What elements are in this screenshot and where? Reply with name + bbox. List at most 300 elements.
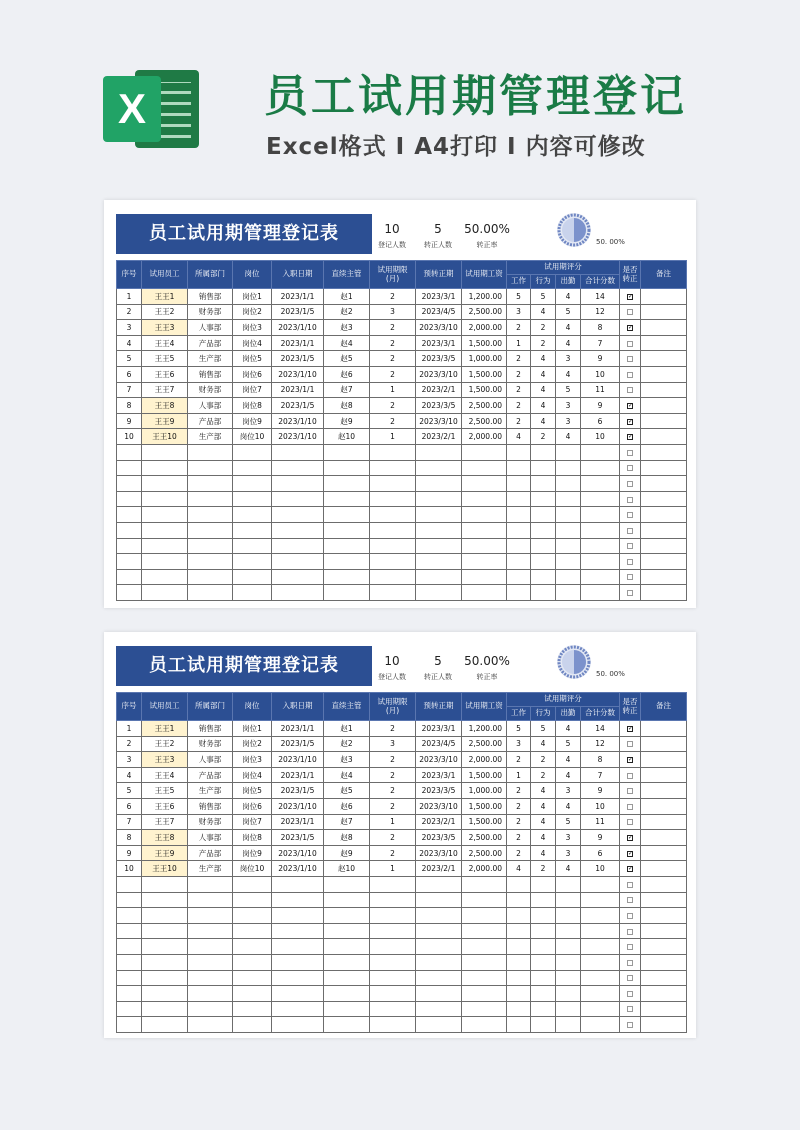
cell-total[interactable] [581, 876, 620, 892]
cell-dept[interactable] [188, 954, 233, 970]
cell-post[interactable]: 岗位5 [233, 783, 272, 799]
converted-checkbox[interactable] [627, 944, 633, 950]
cell-note[interactable] [641, 721, 687, 737]
cell-attendance[interactable]: 4 [556, 429, 581, 445]
converted-checkbox[interactable] [627, 929, 633, 935]
cell-note[interactable] [641, 845, 687, 861]
cell-converted[interactable] [620, 892, 641, 908]
cell-dept[interactable]: 生产部 [188, 783, 233, 799]
cell-note[interactable] [641, 908, 687, 924]
cell-total[interactable] [581, 554, 620, 570]
cell-salary[interactable]: 1,000.00 [462, 783, 507, 799]
cell-post[interactable]: 岗位10 [233, 861, 272, 877]
converted-checkbox[interactable]: ✓ [628, 849, 634, 857]
converted-checkbox[interactable] [627, 975, 633, 981]
cell-attendance[interactable]: 5 [556, 382, 581, 398]
cell-name[interactable]: 王王9 [142, 845, 188, 861]
cell-no[interactable]: 9 [117, 413, 142, 429]
cell-hire-date[interactable]: 2023/1/1 [272, 382, 324, 398]
cell-conversion-date[interactable] [416, 444, 462, 460]
cell-work[interactable] [507, 1001, 531, 1017]
cell-attendance[interactable] [556, 954, 581, 970]
cell-dept[interactable] [188, 444, 233, 460]
cell-note[interactable] [641, 366, 687, 382]
cell-note[interactable] [641, 861, 687, 877]
converted-checkbox[interactable]: ✓ [628, 323, 634, 331]
converted-checkbox[interactable] [627, 341, 633, 347]
cell-converted[interactable] [620, 491, 641, 507]
cell-post[interactable]: 岗位7 [233, 382, 272, 398]
cell-work[interactable] [507, 522, 531, 538]
converted-checkbox[interactable] [627, 804, 633, 810]
cell-period[interactable]: 2 [370, 721, 416, 737]
cell-dept[interactable] [188, 476, 233, 492]
cell-behavior[interactable]: 4 [531, 351, 556, 367]
cell-converted[interactable] [620, 954, 641, 970]
cell-hire-date[interactable] [272, 876, 324, 892]
converted-checkbox[interactable]: ✓ [628, 755, 634, 763]
cell-name[interactable] [142, 569, 188, 585]
cell-period[interactable] [370, 585, 416, 601]
cell-salary[interactable] [462, 939, 507, 955]
cell-note[interactable] [641, 876, 687, 892]
cell-conversion-date[interactable]: 2023/3/10 [416, 413, 462, 429]
cell-attendance[interactable] [556, 1017, 581, 1033]
cell-no[interactable] [117, 460, 142, 476]
cell-period[interactable]: 2 [370, 366, 416, 382]
cell-dept[interactable]: 人事部 [188, 752, 233, 768]
cell-converted[interactable] [620, 413, 641, 429]
cell-work[interactable] [507, 569, 531, 585]
cell-converted[interactable] [620, 939, 641, 955]
cell-dept[interactable]: 销售部 [188, 366, 233, 382]
cell-manager[interactable] [324, 476, 370, 492]
cell-attendance[interactable] [556, 460, 581, 476]
cell-period[interactable] [370, 1017, 416, 1033]
cell-converted[interactable] [620, 908, 641, 924]
cell-converted[interactable] [620, 585, 641, 601]
cell-manager[interactable] [324, 1017, 370, 1033]
cell-conversion-date[interactable] [416, 908, 462, 924]
cell-period[interactable] [370, 554, 416, 570]
cell-conversion-date[interactable]: 2023/3/10 [416, 798, 462, 814]
cell-period[interactable] [370, 970, 416, 986]
cell-hire-date[interactable] [272, 460, 324, 476]
cell-dept[interactable]: 产品部 [188, 335, 233, 351]
converted-checkbox[interactable] [627, 387, 633, 393]
cell-manager[interactable]: 赵3 [324, 320, 370, 336]
cell-note[interactable] [641, 830, 687, 846]
converted-checkbox[interactable] [627, 497, 633, 503]
cell-behavior[interactable] [531, 908, 556, 924]
cell-name[interactable]: 王王7 [142, 382, 188, 398]
cell-post[interactable]: 岗位6 [233, 798, 272, 814]
cell-conversion-date[interactable] [416, 876, 462, 892]
cell-total[interactable] [581, 970, 620, 986]
cell-behavior[interactable]: 4 [531, 736, 556, 752]
cell-manager[interactable]: 赵1 [324, 721, 370, 737]
cell-conversion-date[interactable] [416, 554, 462, 570]
cell-no[interactable] [117, 554, 142, 570]
cell-work[interactable]: 2 [507, 351, 531, 367]
cell-note[interactable] [641, 491, 687, 507]
cell-work[interactable] [507, 892, 531, 908]
cell-period[interactable]: 2 [370, 830, 416, 846]
cell-name[interactable] [142, 1017, 188, 1033]
cell-post[interactable] [233, 476, 272, 492]
cell-dept[interactable] [188, 939, 233, 955]
cell-behavior[interactable]: 2 [531, 429, 556, 445]
cell-note[interactable] [641, 304, 687, 320]
cell-manager[interactable]: 赵2 [324, 736, 370, 752]
cell-name[interactable] [142, 939, 188, 955]
cell-period[interactable] [370, 908, 416, 924]
cell-name[interactable] [142, 460, 188, 476]
cell-period[interactable]: 1 [370, 814, 416, 830]
cell-period[interactable]: 2 [370, 783, 416, 799]
cell-salary[interactable] [462, 876, 507, 892]
cell-hire-date[interactable] [272, 923, 324, 939]
cell-total[interactable] [581, 476, 620, 492]
cell-conversion-date[interactable]: 2023/2/1 [416, 861, 462, 877]
cell-work[interactable]: 4 [507, 429, 531, 445]
cell-converted[interactable] [620, 382, 641, 398]
cell-salary[interactable] [462, 491, 507, 507]
cell-salary[interactable] [462, 1017, 507, 1033]
cell-post[interactable] [233, 507, 272, 523]
cell-converted[interactable] [620, 366, 641, 382]
cell-conversion-date[interactable] [416, 892, 462, 908]
cell-conversion-date[interactable]: 2023/4/5 [416, 736, 462, 752]
cell-total[interactable]: 11 [581, 814, 620, 830]
cell-hire-date[interactable]: 2023/1/5 [272, 830, 324, 846]
cell-attendance[interactable]: 4 [556, 861, 581, 877]
cell-post[interactable]: 岗位5 [233, 351, 272, 367]
cell-attendance[interactable]: 5 [556, 814, 581, 830]
cell-manager[interactable]: 赵7 [324, 382, 370, 398]
cell-attendance[interactable]: 3 [556, 351, 581, 367]
cell-note[interactable] [641, 398, 687, 414]
cell-work[interactable]: 4 [507, 861, 531, 877]
cell-dept[interactable]: 产品部 [188, 845, 233, 861]
cell-behavior[interactable]: 4 [531, 798, 556, 814]
cell-note[interactable] [641, 736, 687, 752]
cell-hire-date[interactable]: 2023/1/10 [272, 413, 324, 429]
cell-attendance[interactable] [556, 939, 581, 955]
cell-hire-date[interactable]: 2023/1/5 [272, 351, 324, 367]
cell-attendance[interactable] [556, 908, 581, 924]
cell-period[interactable]: 1 [370, 382, 416, 398]
cell-dept[interactable]: 销售部 [188, 721, 233, 737]
converted-checkbox[interactable] [627, 465, 633, 471]
converted-checkbox[interactable] [627, 819, 633, 825]
cell-dept[interactable] [188, 507, 233, 523]
cell-hire-date[interactable]: 2023/1/10 [272, 429, 324, 445]
cell-conversion-date[interactable]: 2023/2/1 [416, 814, 462, 830]
cell-hire-date[interactable] [272, 986, 324, 1002]
cell-no[interactable]: 9 [117, 845, 142, 861]
cell-salary[interactable]: 1,500.00 [462, 814, 507, 830]
cell-conversion-date[interactable]: 2023/3/5 [416, 398, 462, 414]
cell-note[interactable] [641, 507, 687, 523]
cell-manager[interactable]: 赵4 [324, 335, 370, 351]
cell-converted[interactable] [620, 798, 641, 814]
cell-attendance[interactable] [556, 1001, 581, 1017]
cell-no[interactable] [117, 1017, 142, 1033]
cell-dept[interactable]: 生产部 [188, 429, 233, 445]
cell-attendance[interactable] [556, 569, 581, 585]
cell-dept[interactable] [188, 1001, 233, 1017]
cell-attendance[interactable]: 4 [556, 366, 581, 382]
cell-work[interactable] [507, 876, 531, 892]
cell-dept[interactable]: 产品部 [188, 767, 233, 783]
converted-checkbox[interactable] [627, 1022, 633, 1028]
cell-post[interactable] [233, 460, 272, 476]
cell-total[interactable] [581, 939, 620, 955]
cell-total[interactable]: 6 [581, 845, 620, 861]
cell-period[interactable] [370, 444, 416, 460]
cell-converted[interactable] [620, 876, 641, 892]
cell-behavior[interactable]: 5 [531, 721, 556, 737]
cell-manager[interactable] [324, 522, 370, 538]
converted-checkbox[interactable]: ✓ [628, 433, 634, 441]
cell-conversion-date[interactable] [416, 522, 462, 538]
cell-post[interactable] [233, 986, 272, 1002]
cell-post[interactable]: 岗位6 [233, 366, 272, 382]
cell-note[interactable] [641, 444, 687, 460]
cell-post[interactable]: 岗位2 [233, 736, 272, 752]
cell-behavior[interactable]: 4 [531, 382, 556, 398]
cell-behavior[interactable] [531, 444, 556, 460]
cell-period[interactable] [370, 954, 416, 970]
cell-manager[interactable] [324, 1001, 370, 1017]
cell-work[interactable]: 2 [507, 845, 531, 861]
cell-total[interactable]: 10 [581, 366, 620, 382]
cell-behavior[interactable] [531, 1017, 556, 1033]
cell-salary[interactable] [462, 954, 507, 970]
cell-post[interactable] [233, 444, 272, 460]
cell-conversion-date[interactable] [416, 1001, 462, 1017]
cell-work[interactable] [507, 970, 531, 986]
converted-checkbox[interactable]: ✓ [628, 833, 634, 841]
cell-period[interactable]: 2 [370, 335, 416, 351]
cell-post[interactable] [233, 923, 272, 939]
cell-attendance[interactable] [556, 986, 581, 1002]
cell-dept[interactable] [188, 970, 233, 986]
cell-name[interactable] [142, 923, 188, 939]
cell-converted[interactable] [620, 830, 641, 846]
cell-hire-date[interactable] [272, 538, 324, 554]
cell-dept[interactable]: 财务部 [188, 736, 233, 752]
converted-checkbox[interactable]: ✓ [628, 292, 634, 300]
cell-conversion-date[interactable]: 2023/3/1 [416, 335, 462, 351]
cell-conversion-date[interactable]: 2023/3/10 [416, 320, 462, 336]
cell-conversion-date[interactable]: 2023/3/1 [416, 767, 462, 783]
cell-attendance[interactable]: 4 [556, 752, 581, 768]
cell-note[interactable] [641, 538, 687, 554]
cell-manager[interactable]: 赵3 [324, 752, 370, 768]
cell-post[interactable]: 岗位1 [233, 721, 272, 737]
cell-post[interactable] [233, 569, 272, 585]
cell-note[interactable] [641, 351, 687, 367]
cell-work[interactable]: 2 [507, 320, 531, 336]
cell-period[interactable]: 3 [370, 736, 416, 752]
cell-work[interactable] [507, 554, 531, 570]
cell-post[interactable]: 岗位1 [233, 289, 272, 305]
cell-total[interactable] [581, 923, 620, 939]
cell-salary[interactable]: 2,000.00 [462, 752, 507, 768]
cell-total[interactable]: 9 [581, 830, 620, 846]
cell-salary[interactable]: 1,200.00 [462, 289, 507, 305]
cell-manager[interactable]: 赵9 [324, 413, 370, 429]
cell-note[interactable] [641, 814, 687, 830]
converted-checkbox[interactable] [627, 788, 633, 794]
cell-name[interactable] [142, 522, 188, 538]
cell-name[interactable] [142, 970, 188, 986]
cell-post[interactable]: 岗位2 [233, 304, 272, 320]
cell-hire-date[interactable] [272, 491, 324, 507]
cell-salary[interactable]: 2,500.00 [462, 845, 507, 861]
cell-name[interactable] [142, 507, 188, 523]
cell-dept[interactable] [188, 892, 233, 908]
cell-post[interactable] [233, 554, 272, 570]
cell-work[interactable] [507, 444, 531, 460]
cell-post[interactable]: 岗位8 [233, 830, 272, 846]
cell-conversion-date[interactable]: 2023/3/1 [416, 721, 462, 737]
cell-no[interactable]: 6 [117, 798, 142, 814]
cell-converted[interactable] [620, 304, 641, 320]
cell-name[interactable]: 王王6 [142, 798, 188, 814]
cell-conversion-date[interactable] [416, 939, 462, 955]
cell-post[interactable]: 岗位3 [233, 752, 272, 768]
cell-no[interactable]: 5 [117, 783, 142, 799]
cell-salary[interactable]: 1,000.00 [462, 351, 507, 367]
cell-name[interactable]: 王王7 [142, 814, 188, 830]
cell-post[interactable]: 岗位10 [233, 429, 272, 445]
cell-note[interactable] [641, 522, 687, 538]
converted-checkbox[interactable] [627, 543, 633, 549]
cell-converted[interactable] [620, 429, 641, 445]
cell-period[interactable]: 2 [370, 320, 416, 336]
cell-period[interactable] [370, 986, 416, 1002]
cell-dept[interactable] [188, 585, 233, 601]
cell-total[interactable]: 6 [581, 413, 620, 429]
cell-converted[interactable] [620, 1001, 641, 1017]
cell-manager[interactable] [324, 569, 370, 585]
cell-manager[interactable] [324, 939, 370, 955]
cell-salary[interactable]: 1,500.00 [462, 335, 507, 351]
cell-behavior[interactable]: 2 [531, 767, 556, 783]
cell-conversion-date[interactable] [416, 923, 462, 939]
cell-behavior[interactable]: 4 [531, 398, 556, 414]
cell-converted[interactable] [620, 861, 641, 877]
cell-name[interactable] [142, 908, 188, 924]
cell-total[interactable] [581, 569, 620, 585]
cell-total[interactable] [581, 538, 620, 554]
cell-dept[interactable] [188, 569, 233, 585]
cell-total[interactable] [581, 986, 620, 1002]
cell-dept[interactable]: 生产部 [188, 861, 233, 877]
cell-note[interactable] [641, 923, 687, 939]
cell-work[interactable]: 3 [507, 304, 531, 320]
cell-total[interactable]: 8 [581, 752, 620, 768]
cell-converted[interactable] [620, 752, 641, 768]
cell-behavior[interactable] [531, 476, 556, 492]
cell-converted[interactable] [620, 351, 641, 367]
cell-hire-date[interactable]: 2023/1/5 [272, 736, 324, 752]
cell-hire-date[interactable] [272, 476, 324, 492]
cell-hire-date[interactable] [272, 908, 324, 924]
cell-post[interactable] [233, 491, 272, 507]
cell-post[interactable]: 岗位3 [233, 320, 272, 336]
cell-conversion-date[interactable] [416, 460, 462, 476]
cell-no[interactable]: 1 [117, 289, 142, 305]
cell-total[interactable] [581, 1017, 620, 1033]
cell-note[interactable] [641, 320, 687, 336]
cell-behavior[interactable]: 4 [531, 783, 556, 799]
converted-checkbox[interactable]: ✓ [628, 865, 634, 873]
cell-no[interactable] [117, 1001, 142, 1017]
cell-period[interactable] [370, 522, 416, 538]
cell-manager[interactable]: 赵8 [324, 398, 370, 414]
cell-note[interactable] [641, 798, 687, 814]
cell-note[interactable] [641, 289, 687, 305]
cell-conversion-date[interactable]: 2023/3/5 [416, 830, 462, 846]
cell-conversion-date[interactable]: 2023/3/5 [416, 783, 462, 799]
cell-converted[interactable] [620, 398, 641, 414]
cell-dept[interactable] [188, 491, 233, 507]
cell-period[interactable]: 2 [370, 413, 416, 429]
cell-behavior[interactable]: 4 [531, 814, 556, 830]
cell-hire-date[interactable]: 2023/1/1 [272, 721, 324, 737]
converted-checkbox[interactable] [627, 1006, 633, 1012]
cell-manager[interactable] [324, 507, 370, 523]
cell-period[interactable] [370, 892, 416, 908]
cell-no[interactable] [117, 939, 142, 955]
converted-checkbox[interactable] [627, 882, 633, 888]
cell-conversion-date[interactable] [416, 1017, 462, 1033]
cell-work[interactable]: 1 [507, 335, 531, 351]
cell-name[interactable]: 王王2 [142, 304, 188, 320]
cell-hire-date[interactable]: 2023/1/10 [272, 320, 324, 336]
cell-behavior[interactable] [531, 876, 556, 892]
cell-total[interactable]: 7 [581, 335, 620, 351]
cell-salary[interactable]: 2,500.00 [462, 304, 507, 320]
cell-manager[interactable]: 赵1 [324, 289, 370, 305]
cell-work[interactable]: 2 [507, 814, 531, 830]
cell-manager[interactable]: 赵5 [324, 783, 370, 799]
cell-no[interactable]: 2 [117, 304, 142, 320]
cell-period[interactable]: 2 [370, 752, 416, 768]
cell-behavior[interactable] [531, 460, 556, 476]
cell-attendance[interactable] [556, 538, 581, 554]
cell-name[interactable]: 王王2 [142, 736, 188, 752]
cell-post[interactable] [233, 908, 272, 924]
cell-work[interactable]: 2 [507, 830, 531, 846]
cell-total[interactable]: 10 [581, 798, 620, 814]
cell-no[interactable]: 3 [117, 320, 142, 336]
cell-post[interactable] [233, 876, 272, 892]
cell-work[interactable]: 5 [507, 289, 531, 305]
cell-conversion-date[interactable]: 2023/2/1 [416, 382, 462, 398]
cell-post[interactable] [233, 970, 272, 986]
cell-salary[interactable]: 1,500.00 [462, 767, 507, 783]
cell-dept[interactable]: 销售部 [188, 289, 233, 305]
cell-behavior[interactable] [531, 892, 556, 908]
cell-converted[interactable] [620, 814, 641, 830]
cell-salary[interactable] [462, 522, 507, 538]
cell-dept[interactable]: 生产部 [188, 351, 233, 367]
